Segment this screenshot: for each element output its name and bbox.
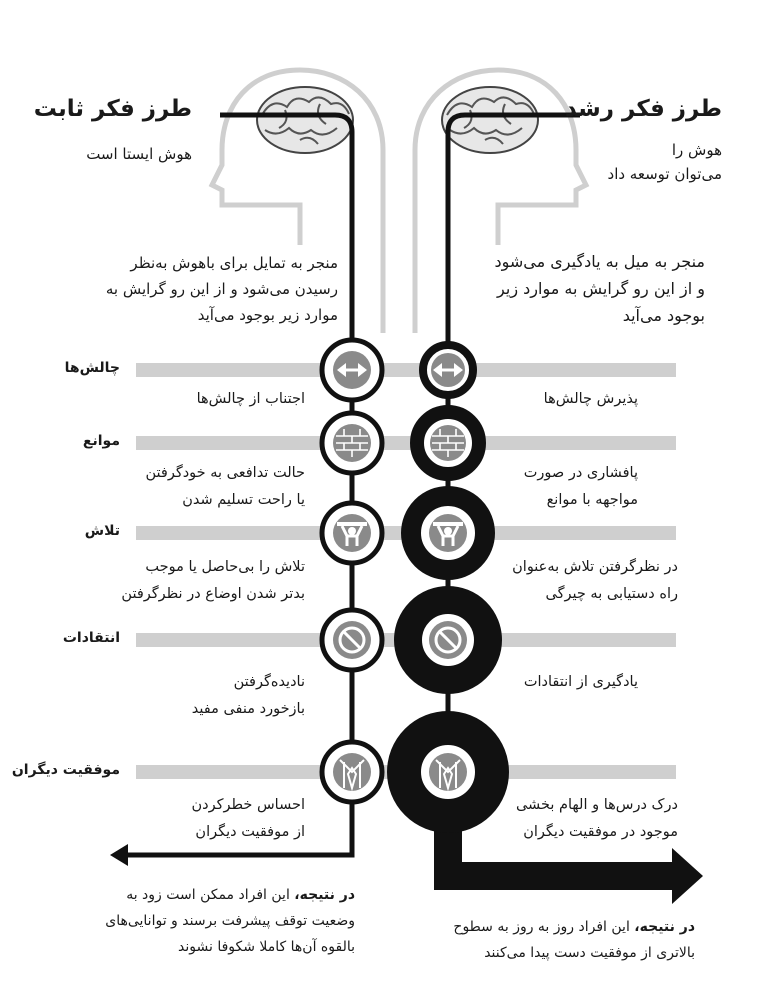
challenge-arrows-icon [333,351,371,389]
fixed-item-challenges: اجتناب از چالش‌ها [196,391,305,407]
business-suit-icon-growth [429,753,467,791]
fixed-intro-line: موارد زیر بوجود می‌آید [197,306,338,324]
fixed-item-obstacles: حالت تدافعی به خودگرفتن [145,465,305,481]
growth-conclusion-bold: در نتیجه، [634,919,695,935]
fixed-conclusion-text: این افراد ممکن است زود به [126,887,290,903]
growth-mindset-subtitle-2: می‌توان توسعه داد [607,165,722,183]
no-entry-icon-growth [429,621,467,659]
no-entry-icon [333,621,371,659]
category-label-obstacles: موانع [82,433,120,449]
growth-item-criticism: یادگیری از انتقادات [523,674,638,690]
fixed-intro-line: منجر به تمایل برای باهوش به‌نظر [130,254,338,272]
growth-item-effort: راه دستیابی به چیرگی [545,586,678,602]
fixed-intro-line: رسیدن می‌شود و از این رو گرایش به [105,280,338,298]
brain-right-icon [442,87,538,153]
weightlifter-icon [333,514,371,552]
growth-intro-line: منجر به میل به یادگیری می‌شود [494,252,705,271]
growth-conclusion-line-2: بالاتری از موفقیت دست پیدا می‌کنند [484,945,695,961]
fixed-conclusion-line-1 [126,882,355,908]
growth-item-obstacles: مواجهه با موانع [546,492,638,508]
challenge-arrows-icon-growth [431,353,465,387]
fixed-item-obstacles: یا راحت تسلیم شدن [182,492,305,508]
fixed-item-effort: بدتر شدن اوضاع در نظرگرفتن [121,586,305,602]
growth-item-obstacles: پافشاری در صورت [523,465,638,481]
fixed-item-success: احساس خطرکردن [191,797,305,813]
growth-mindset-title: طرز فکر رشد [564,96,722,122]
fixed-conclusion-bold: در نتیجه، [294,887,355,903]
category-label-challenges: چالش‌ها [64,360,120,376]
fixed-item-success: از موفقیت دیگران [195,824,305,840]
fixed-item-criticism: نادیده‌گرفتن [233,674,305,690]
growth-intro-line: و از این رو گرایش به موارد زیر [497,279,705,298]
growth-conclusion-line-1 [453,914,695,940]
fixed-conclusion-line-2: وضعیت توقف پیشرفت برسند و توانایی‌های [105,913,355,929]
fixed-item-effort: تلاش را بی‌حاصل یا موجب [145,559,305,575]
category-label-criticism: انتقادات [62,630,120,646]
growth-intro-line: بوجود می‌آید [622,306,705,325]
fixed-item-criticism: بازخورد منفی مفید [191,701,305,717]
fixed-conclusion-line-3: بالقوه آن‌ها کاملا شکوفا نشوند [178,939,355,955]
fixed-mindset-subtitle: هوش ایستا است [86,145,192,163]
growth-item-effort: در نظرگرفتن تلاش به‌عنوان [512,559,678,575]
category-label-success-of-others: موفقیت دیگران [11,762,120,778]
growth-mindset-subtitle-1: هوش را [671,141,722,159]
business-suit-icon [333,753,371,791]
growth-item-success: درک درس‌ها و الهام بخشی [515,797,678,813]
weightlifter-icon-growth [429,514,467,552]
growth-item-challenges: پذیرش چالش‌ها [543,391,638,407]
growth-item-success: موجود در موفقیت دیگران [523,824,678,840]
category-label-effort: تلاش [84,523,120,539]
fixed-mindset-title: طرز فکر ثابت [33,96,192,122]
brick-wall-icon [333,424,371,462]
brick-wall-icon-growth [430,425,466,461]
growth-conclusion-text: این افراد روز به روز به سطوح [453,919,630,935]
brain-left-icon [257,87,353,153]
